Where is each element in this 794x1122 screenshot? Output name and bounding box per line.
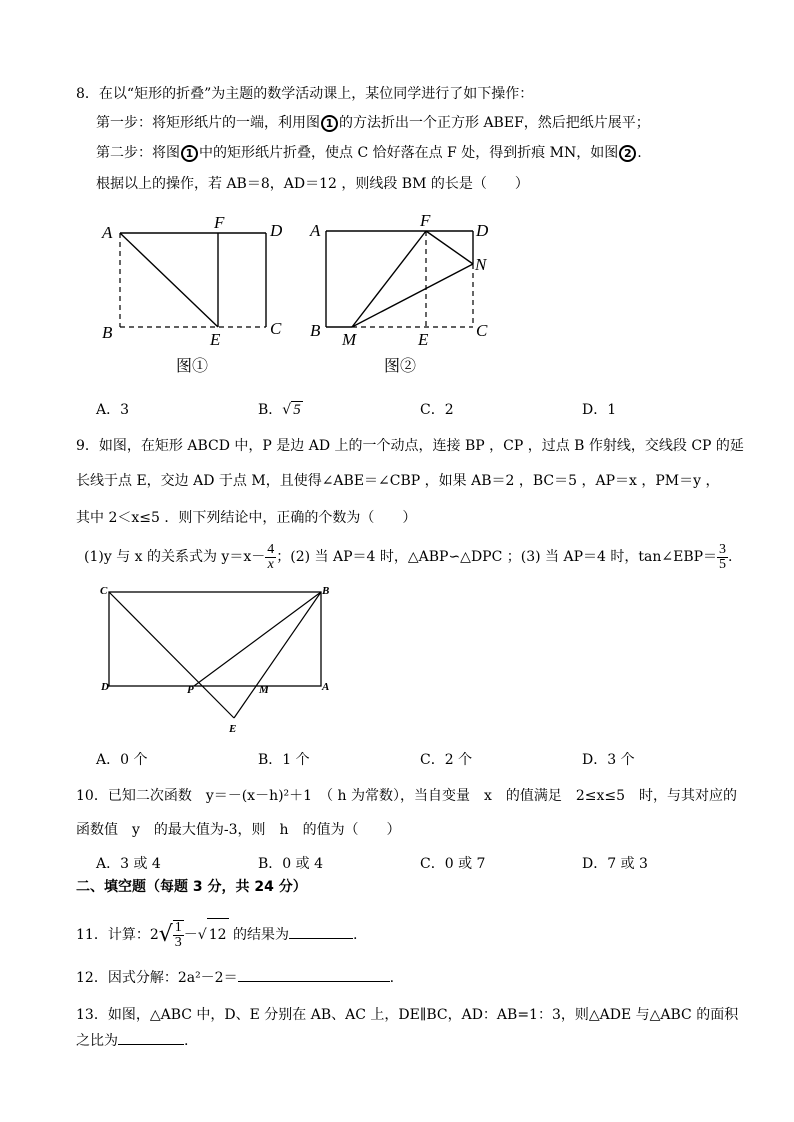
q9-line1: 9．如图，在矩形 ABCD 中，P 是边 AD 上的一个动点，连接 BP ，CP ，过点 B 作射线，交线段 CP 的延	[76, 438, 744, 454]
answer-blank[interactable]	[238, 967, 390, 982]
label-B: B	[102, 323, 113, 342]
q11: 11．计算：2√ $\frac{1}{3}$ －√ 12 的结果为 .	[76, 920, 358, 950]
sqrt-symbol: √	[197, 927, 207, 943]
q10-option-d[interactable]: D．7 或 3	[582, 856, 648, 872]
q8-step2: 第二步：将图 1 中的矩形纸片折叠，使点 C 恰好落在点 F 处，得到折痕 MN，如图 2 .	[96, 145, 642, 161]
q12: 12．因式分解：2a²－2＝ .	[76, 967, 394, 988]
q13-line2: 之比为 .	[76, 1030, 188, 1051]
q8-stem: 8．在以“矩形的折叠”为主题的数学活动课上，某位同学进行了如下操作：	[76, 86, 534, 102]
q8-figures	[90, 208, 510, 378]
q8-ask: 根据以上的操作，若 AB＝8，AD＝12 ，则线段 BM 的长是（ ）	[96, 176, 529, 192]
section-2-heading: 二、填空题（每题 3 分，共 24 分）	[76, 879, 307, 895]
sqrt-symbol: √	[158, 922, 173, 947]
fraction-1-over-3: $\frac{1}{3}$	[174, 920, 182, 950]
figure-1-caption: 图①	[176, 358, 209, 375]
label-F: F	[420, 211, 431, 230]
label-E: E	[418, 330, 429, 349]
figure-2-caption: 图②	[384, 358, 417, 375]
q8-step1: 第一步：将矩形纸片的一端，利用图 1 的方法折出一个正方形 ABEF，然后把纸片展平；	[96, 115, 650, 131]
circled-2: 2	[619, 145, 636, 162]
q9-conclusions: (1)y 与 x 的关系式为 y＝x－ $\frac{4}{x}$ ；(2) 当 AP＝4 时，△ABP∽△DPC ；(3) 当 AP＝4 时，tan∠EBP＝ $\frac{3}{5}$ .	[84, 541, 733, 572]
q8-option-a[interactable]: A．3	[96, 402, 130, 418]
q9-option-b[interactable]: B．1 个	[258, 752, 310, 768]
q10-option-b[interactable]: B．0 或 4	[258, 856, 324, 872]
q10-option-a[interactable]: A．3 或 4	[96, 856, 161, 872]
q8-option-c[interactable]: C．2	[420, 402, 454, 418]
fraction-3-over-5: $\frac{3}{5}$	[719, 541, 727, 572]
q9-line3: 其中 2＜x≤5 ．则下列结论中，正确的个数为（ ）	[76, 510, 417, 526]
label-P: P	[187, 684, 194, 696]
q9-line2: 长线于点 E，交边 AD 于点 M，且使得∠ABE＝∠CBP ，如果 AB＝2 ，BC＝5 ，AP＝x ，PM＝y ，	[76, 473, 720, 489]
q9-option-c[interactable]: C．2 个	[420, 752, 473, 768]
label-N: N	[475, 255, 487, 274]
figure-1	[101, 213, 283, 375]
label-A: A	[322, 681, 330, 693]
q10-line2: 函数值 y 的最大值为-3，则 h 的值为（ ）	[76, 822, 401, 838]
label-C: C	[270, 319, 282, 338]
label-A: A	[102, 223, 113, 242]
label-M: M	[342, 330, 357, 349]
q10-line1: 10．已知二次函数 y＝－(x－h)²＋1 （ h 为常数），当自变量 x 的值满足 2≤x≤5 时，与其对应的	[76, 788, 738, 804]
q9-option-d[interactable]: D．3 个	[582, 752, 635, 768]
q9-option-a[interactable]: A．0 个	[96, 752, 148, 768]
label-B: B	[310, 321, 321, 340]
q13-line1: 13．如图，△ABC 中，D、E 分别在 AB、AC 上，DE∥BC，AD：AB=1：3，则△ADE 与△ABC 的面积	[76, 1007, 739, 1023]
label-C: C	[100, 585, 108, 597]
label-E: E	[229, 723, 237, 735]
sqrt-symbol: √	[282, 402, 292, 418]
answer-blank[interactable]	[118, 1030, 184, 1045]
label-E: E	[210, 330, 221, 349]
fraction-4-over-x: $\frac{4}{x}$	[267, 541, 275, 572]
label-D: D	[476, 221, 489, 240]
label-M: M	[259, 684, 269, 696]
label-D: D	[101, 681, 109, 693]
label-C: C	[476, 321, 488, 340]
label-D: D	[270, 221, 283, 240]
q9-figure	[96, 580, 346, 740]
label-F: F	[214, 213, 225, 232]
label-B: B	[322, 585, 330, 597]
answer-blank[interactable]	[289, 924, 353, 939]
q8-option-b[interactable]: B．√ 5	[258, 402, 301, 418]
circled-1: 1	[321, 115, 338, 132]
label-A: A	[310, 221, 321, 240]
q8-option-d[interactable]: D．1	[582, 402, 617, 418]
figure-2	[309, 211, 489, 375]
q10-option-c[interactable]: C．0 或 7	[420, 856, 486, 872]
circled-1: 1	[181, 145, 198, 162]
